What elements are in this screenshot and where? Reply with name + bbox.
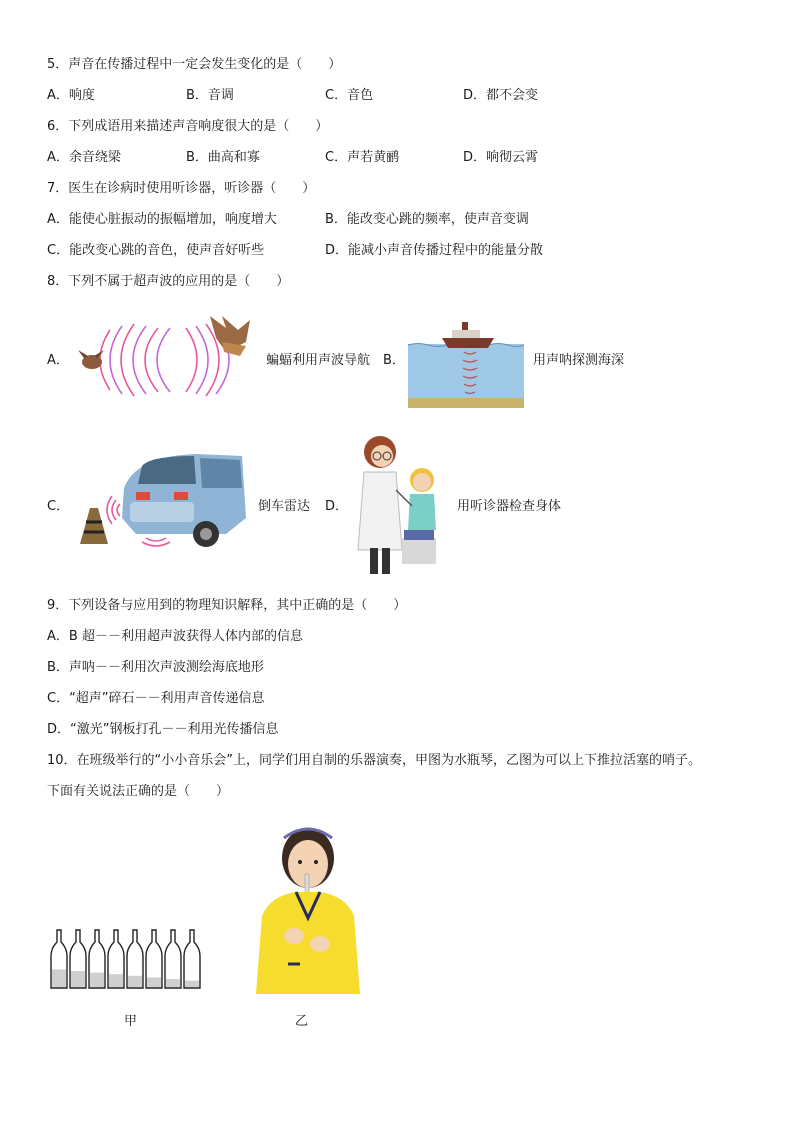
- q5-option-c: C．音色: [325, 88, 374, 103]
- q9-option-d: D．“激光”钢板打孔－－利用光传播信息: [47, 722, 279, 737]
- girl-slide-whistle-image: [250, 818, 366, 994]
- q7-option-a: A．能使心脏振动的振幅增加，响度增大: [47, 212, 277, 227]
- bottle-water: [71, 971, 85, 987]
- q6-option-a: A．余音绕梁: [47, 150, 121, 165]
- q6-option-c: C．声若黄鹂: [325, 150, 400, 165]
- q8-option-c-caption: 倒车雷达: [258, 499, 311, 514]
- q9-option-c: C．“超声”碎石－－利用声音传递信息: [47, 691, 265, 706]
- bottle-water: [52, 969, 66, 987]
- q8-option-c-letter: C．: [47, 499, 70, 514]
- q10-stem-line2: 下面有关说法正确的是（ ）: [47, 784, 230, 799]
- q8-option-b-letter: B．: [383, 353, 405, 368]
- q5-option-a: A．响度: [47, 88, 95, 103]
- ship-sonar-image: [408, 318, 524, 408]
- bottle-icon: [184, 930, 200, 988]
- q8-option-d-caption: 用听诊器检查身体: [457, 499, 562, 514]
- bottle-water: [128, 976, 142, 987]
- q9-option-a: A．B 超－－利用超声波获得人体内部的信息: [47, 629, 303, 644]
- q10-stem-line1: 10．在班级举行的“小小音乐会”上，同学们用自制的乐器演奏，甲图为水瓶琴，乙图为可以上下推拉活塞的哨子。: [47, 753, 702, 768]
- bat-echolocation-image: [76, 312, 260, 408]
- q6-stem: 6．下列成语用来描述声音响度很大的是（ ）: [47, 119, 329, 134]
- q8-option-a-caption: 蝙蝠利用声波导航: [266, 353, 371, 368]
- q8-option-a-letter: A．: [47, 353, 69, 368]
- bottle-water: [147, 977, 161, 987]
- q5-option-d: D．都不会变: [463, 88, 539, 103]
- stethoscope-doctor-image: [350, 430, 446, 580]
- label-yi: 乙: [295, 1014, 309, 1029]
- q7-option-c: C．能改变心跳的音色，使声音好听些: [47, 243, 265, 258]
- q5-stem: 5．声音在传播过程中一定会发生变化的是（ ）: [47, 57, 342, 72]
- bottle-water: [166, 979, 180, 987]
- q7-option-d: D．能减小声音传播过程中的能量分散: [325, 243, 544, 258]
- bottle-water: [90, 973, 104, 987]
- bottle-water: [109, 974, 123, 987]
- q6-option-d: D．响彻云霄: [463, 150, 539, 165]
- q7-stem: 7．医生在诊病时使用听诊器，听诊器（ ）: [47, 181, 316, 196]
- q6-option-b: B．曲高和寡: [186, 150, 260, 165]
- water-bottle-xylophone-image: [48, 928, 208, 992]
- q8-stem: 8．下列不属于超声波的应用的是（ ）: [47, 274, 290, 289]
- reverse-radar-car-image: [76, 448, 248, 552]
- q8-option-b-caption: 用声呐探测海深: [533, 353, 625, 368]
- q9-stem: 9．下列设备与应用到的物理知识解释，其中正确的是（ ）: [47, 598, 407, 613]
- q5-option-b: B．音调: [186, 88, 234, 103]
- q8-option-d-letter: D．: [325, 499, 349, 514]
- bottle-water: [185, 981, 199, 987]
- q9-option-b: B．声呐－－利用次声波测绘海底地形: [47, 660, 264, 675]
- label-jia: 甲: [124, 1014, 138, 1029]
- q7-option-b: B．能改变心跳的频率，使声音变调: [325, 212, 529, 227]
